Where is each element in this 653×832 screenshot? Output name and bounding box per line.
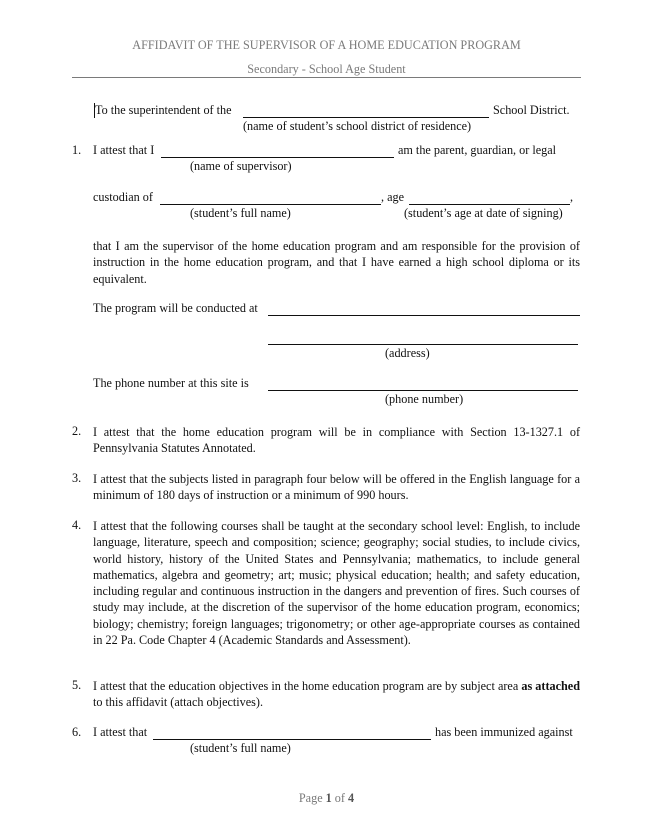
footer-total-pages: 4 bbox=[348, 791, 355, 805]
supervisor-name-field[interactable] bbox=[161, 157, 394, 158]
item-2-text: I attest that the home education program will be in compliance with Section 13-1327.1 of Pennsylvania Statutes Annotated. bbox=[93, 425, 580, 456]
address-field-line-1[interactable] bbox=[268, 315, 580, 316]
item-3-number: 3. bbox=[72, 471, 82, 485]
item-5-text-bold: as attached bbox=[521, 679, 580, 693]
item-1-number: 1. bbox=[72, 143, 82, 157]
student-name-caption: (student’s full name) bbox=[190, 206, 291, 220]
item-5-number: 5. bbox=[72, 678, 82, 692]
document-title: AFFIDAVIT OF THE SUPERVISOR OF A HOME EDUCATION PROGRAM bbox=[132, 38, 521, 52]
custodian-label: custodian of bbox=[93, 190, 153, 204]
item-6-prefix: I attest that bbox=[93, 725, 148, 739]
intro-prefix: To the superintendent of the bbox=[95, 103, 232, 117]
student-age-caption: (student’s age at date of signing) bbox=[404, 206, 563, 220]
item-2-number: 2. bbox=[72, 424, 82, 438]
footer-page-label: Page bbox=[298, 791, 323, 805]
age-label: , age bbox=[381, 190, 405, 204]
document-subtitle: Secondary - School Age Student bbox=[247, 62, 406, 76]
immunized-student-name-field[interactable] bbox=[153, 739, 431, 740]
address-caption: (address) bbox=[385, 346, 430, 360]
immunized-student-caption: (student’s full name) bbox=[190, 741, 291, 755]
address-field-line-2[interactable] bbox=[268, 344, 578, 345]
footer-of-label: of bbox=[334, 791, 345, 805]
page-footer bbox=[0, 791, 653, 806]
student-name-field[interactable] bbox=[160, 204, 381, 205]
item-6-number: 6. bbox=[72, 725, 82, 739]
item-5-text bbox=[93, 678, 580, 711]
item-1-prefix: I attest that I bbox=[93, 143, 155, 157]
item-4-text: I attest that the following courses shall be taught at the secondary school level: English, to include language, literature, speech and composition; science; geography; social studies, to include civics, world history, history of the United States and Pennsylvania; mathematics, to include general mathematics, algebra and geometry; art; music; physical education; health; and safety education, including regular and continuous instruction in the dangers and prevention of fires. Such courses of study may include, at the discretion of the supervisor of the home education program, economics; biology; chemistry; foreign languages; trigonometry; or other age-appropriate courses as contained in 22 Pa. Code Chapter 4 (Academic Standards and Assessment). bbox=[93, 519, 580, 648]
item-4-number: 4. bbox=[72, 518, 82, 532]
item-5-text-before: I attest that the education objectives in the home education program are by subject area bbox=[93, 679, 522, 693]
age-comma: , bbox=[570, 190, 574, 204]
intro-suffix: School District. bbox=[493, 103, 570, 117]
item-6-suffix: has been immunized against bbox=[435, 725, 573, 739]
item-3-text: I attest that the subjects listed in paragraph four below will be offered in the English language for a minimum of 180 days of instruction or a minimum of 990 hours. bbox=[93, 472, 580, 503]
footer-current-page: 1 bbox=[325, 791, 332, 805]
supervisor-statement: that I am the supervisor of the home education program and am responsible for the provision of instruction in the home education program, and that I have earned a high school diploma or its equivalent. bbox=[93, 239, 580, 286]
school-district-caption: (name of student’s school district of residence) bbox=[243, 119, 472, 133]
item-5-text-after: to this affidavit (attach objectives). bbox=[93, 695, 264, 710]
supervisor-name-caption: (name of supervisor) bbox=[190, 159, 292, 173]
phone-label: The phone number at this site is bbox=[93, 376, 249, 390]
item-1-suffix: am the parent, guardian, or legal bbox=[398, 143, 557, 157]
phone-caption: (phone number) bbox=[385, 392, 464, 406]
phone-field[interactable] bbox=[268, 390, 578, 391]
program-location-label: The program will be conducted at bbox=[93, 301, 258, 315]
school-district-field[interactable] bbox=[243, 117, 489, 118]
student-age-field[interactable] bbox=[409, 204, 570, 205]
header-divider bbox=[72, 77, 581, 78]
